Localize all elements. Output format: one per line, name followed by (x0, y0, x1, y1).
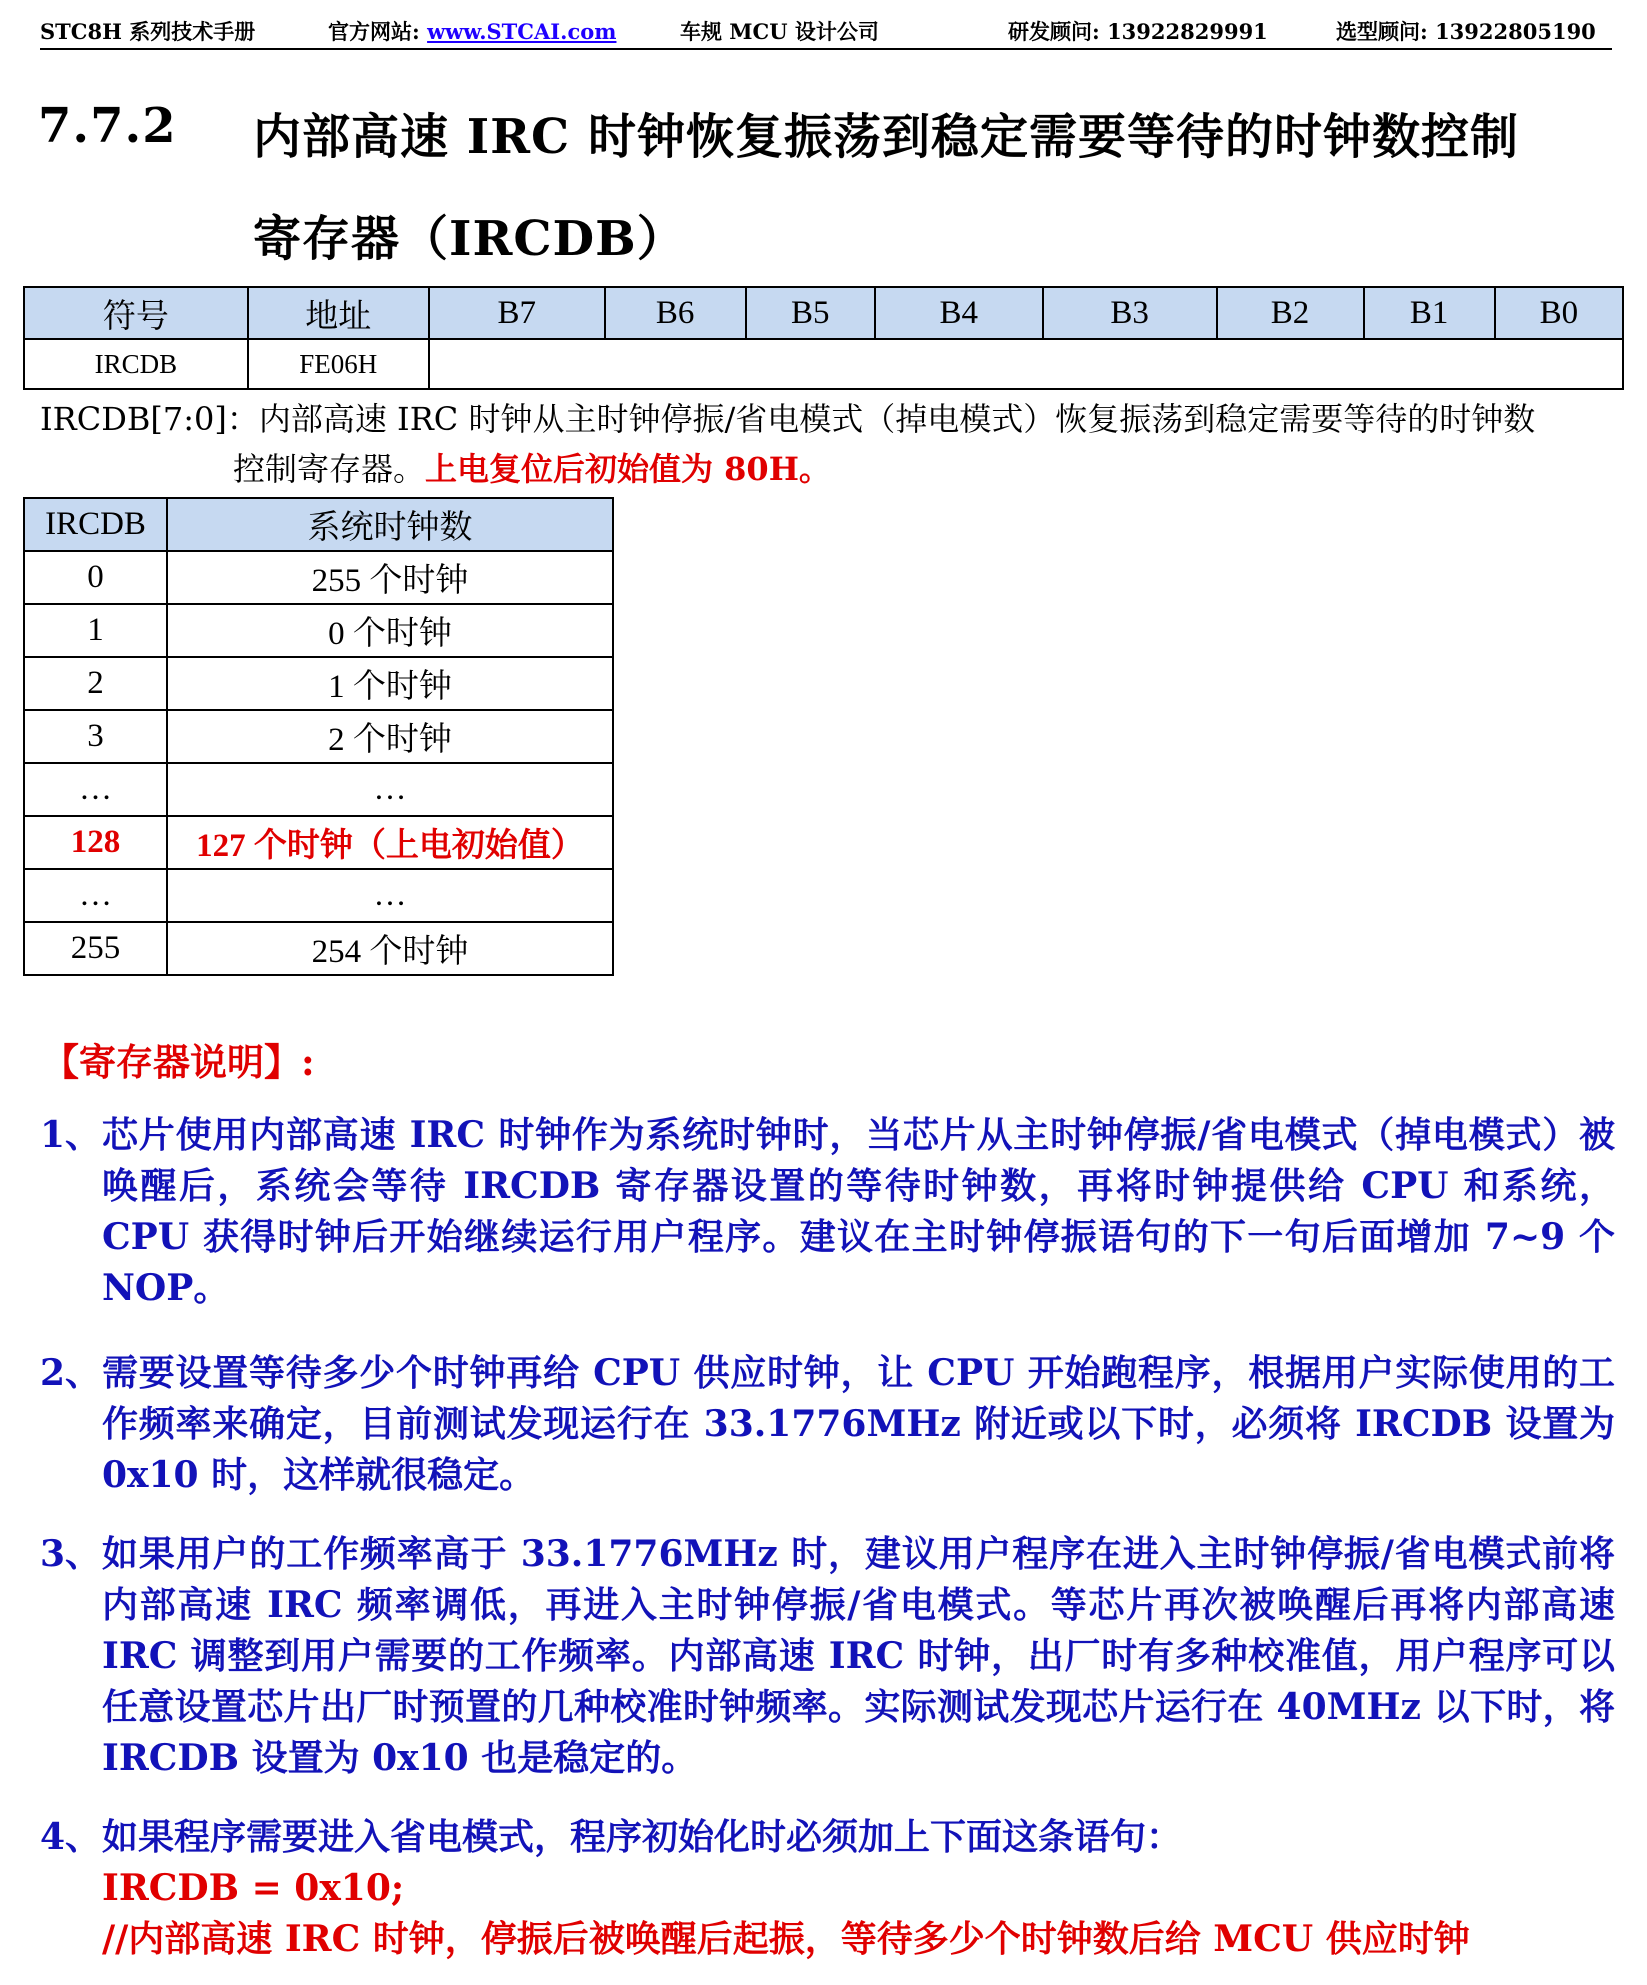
field-text-1: 内部高速 IRC 时钟从主时钟停振/省电模式（掉电模式）恢复振荡到稳定需要等待的时钟数 (258, 400, 1536, 438)
site-label-text: 官方网站: (328, 19, 420, 44)
note-item-1 (40, 1110, 1615, 1314)
clock-count: 255 个时钟 (167, 551, 613, 604)
register-header-row (24, 287, 1623, 339)
header-cell: B2 (1217, 287, 1364, 339)
site-label (328, 16, 616, 46)
note-text: 芯片使用内部高速 IRC 时钟作为系统时钟时，当芯片从主时钟停振/省电模式（掉电模式）被唤醒后，系统会等待 IRCDB 寄存器设置的等待时钟数，再将时钟提供给 CPU 和系统，CPU 获得时钟后开始继续运行用户程序。建议在主时钟停振语句的下一句后面增加 7~9 个 NOP。 (102, 1114, 1615, 1309)
sales-contact: 选型顾问: 13922805190 (1336, 19, 1596, 44)
section-number: 7.7.2 (38, 98, 177, 154)
section-title-line2: 寄存器（IRCDB） (253, 211, 686, 267)
header-cell: B6 (605, 287, 746, 339)
note-number: 2、 (40, 1352, 102, 1394)
initial-value-note: 上电复位后初始值为 80H。 (425, 450, 831, 488)
note-text: 如果用户的工作频率高于 33.1776MHz 时，建议用户程序在进入主时钟停振/省电模式前将内部高速 IRC 频率调低，再进入主时钟停振/省电模式。等芯片再次被唤醒后再将内部高速 IRC 调整到用户需要的工作频率。内部高速 IRC 时钟，出厂时有多种校准值，用户程序可以任意设置芯片出厂时预置的几种校准时钟频率。实际测试发现芯片运行在 40MHz 以下时，将 IRCDB 设置为 0x10 也是稳定的。 (102, 1533, 1615, 1779)
code-comment: //内部高速 IRC 时钟，停振后被唤醒后起振，等待多少个时钟数后给 MCU 供应时钟 (102, 1918, 1470, 1960)
field-prefix: IRCDB[7:0]： (40, 400, 259, 438)
header-cell: B7 (429, 287, 605, 339)
clock-count: … (167, 869, 613, 922)
clock-count: 0 个时钟 (167, 604, 613, 657)
ircdb-value: … (24, 763, 167, 816)
company-slogan: 车规 MCU 设计公司 (680, 19, 879, 44)
register-data-row (24, 339, 1623, 389)
table-row (24, 922, 613, 975)
table-row (24, 710, 613, 763)
clock-count: 254 个时钟 (167, 922, 613, 975)
ircdb-value: 255 (24, 922, 167, 975)
ircdb-value: 128 (24, 816, 167, 869)
value-table (23, 497, 614, 976)
table-row (24, 551, 613, 604)
page-header (40, 12, 1612, 50)
note-item-3 (40, 1529, 1615, 1784)
register-symbol: IRCDB (24, 339, 248, 389)
note-number: 1、 (40, 1114, 102, 1156)
ircdb-value: … (24, 869, 167, 922)
header-cell: B1 (1364, 287, 1495, 339)
value-header-cell: 系统时钟数 (167, 498, 613, 551)
rd-contact: 研发顾问: 13922829991 (1008, 19, 1268, 44)
note-text: 需要设置等待多少个时钟再给 CPU 供应时钟，让 CPU 开始跑程序，根据用户实际使用的工作频率来确定，目前测试发现运行在 33.1776MHz 附近或以下时，必须将 IRCDB 设置为 0x10 时，这样就很稳定。 (102, 1352, 1615, 1496)
notes-title: 【寄存器说明】: (42, 1040, 315, 1084)
field-description-cont (233, 444, 831, 494)
clock-count: 2 个时钟 (167, 710, 613, 763)
note-number: 4、 (40, 1816, 102, 1858)
header-cell: B4 (875, 287, 1043, 339)
field-description (40, 394, 1625, 444)
code-statement: IRCDB = 0x10; (102, 1867, 405, 1909)
value-header-cell: IRCDB (24, 498, 167, 551)
value-header-row (24, 498, 613, 551)
header-cell: 地址 (248, 287, 429, 339)
table-row-highlight (24, 816, 613, 869)
note-item-2 (40, 1348, 1615, 1501)
note-item-4 (40, 1812, 1615, 1965)
table-row (24, 657, 613, 710)
header-cell: B5 (746, 287, 875, 339)
site-link[interactable]: www.STCAI.com (427, 19, 617, 44)
ircdb-value: 3 (24, 710, 167, 763)
field-text-2: 控制寄存器。 (233, 450, 426, 488)
manual-title: STC8H 系列技术手册 (40, 19, 256, 44)
ircdb-value: 0 (24, 551, 167, 604)
table-row (24, 604, 613, 657)
ircdb-value: 1 (24, 604, 167, 657)
register-address: FE06H (248, 339, 429, 389)
clock-count: 127 个时钟（上电初始值） (167, 816, 613, 869)
ircdb-value: 2 (24, 657, 167, 710)
header-cell: 符号 (24, 287, 248, 339)
register-table (23, 286, 1624, 390)
register-bits (429, 339, 1623, 389)
clock-count: … (167, 763, 613, 816)
table-row (24, 869, 613, 922)
section-title-line1: 内部高速 IRC 时钟恢复振荡到稳定需要等待的时钟数控制 (253, 109, 1519, 165)
table-row (24, 763, 613, 816)
note-number: 3、 (40, 1533, 102, 1575)
header-cell: B3 (1043, 287, 1217, 339)
note-text: 如果程序需要进入省电模式，程序初始化时必须加上下面这条语句： (102, 1816, 1183, 1858)
clock-count: 1 个时钟 (167, 657, 613, 710)
header-cell: B0 (1495, 287, 1623, 339)
